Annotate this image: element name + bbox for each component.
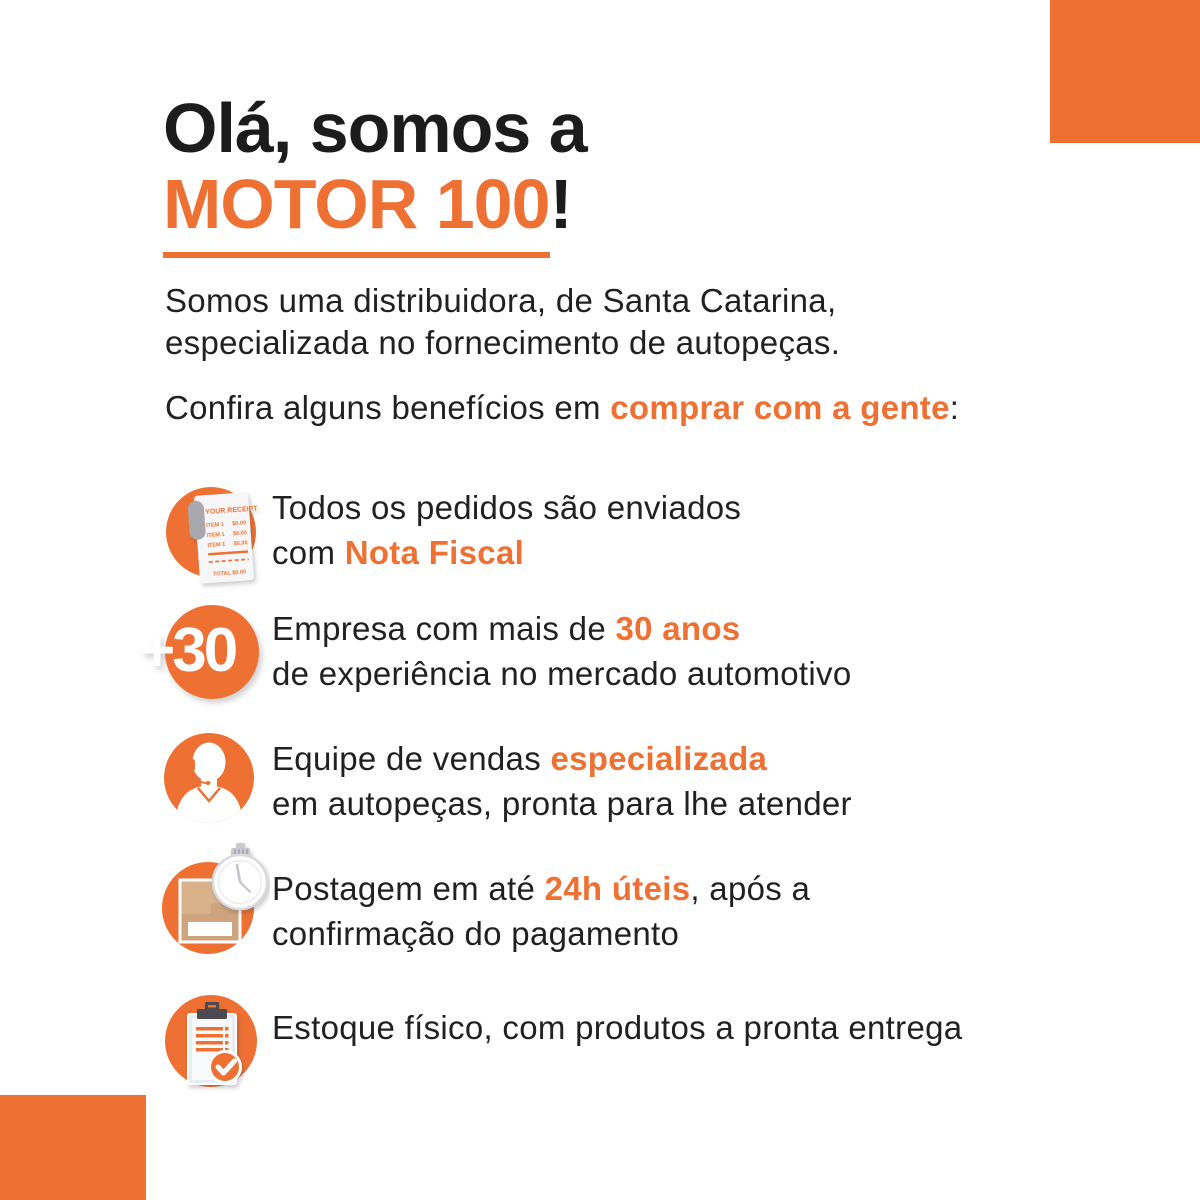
headset-mic (206, 781, 211, 785)
lead-colon: : (949, 389, 960, 426)
intro-text (165, 280, 840, 364)
highlight-especializada: especializada (550, 740, 768, 777)
clipboard-clip (197, 1009, 227, 1019)
page-title (163, 90, 587, 258)
intro-line-2: especializada no fornecimento de autopeças. (165, 324, 841, 361)
benefit-postagem (150, 845, 1150, 956)
clipboard (188, 1002, 241, 1084)
box-label (188, 922, 232, 936)
title-exclamation: ! (549, 165, 572, 243)
clipboard-check-icon (163, 988, 261, 1096)
benefit-text: Postagem em até 24h úteis, após a confirmação do pagamento (272, 870, 811, 952)
highlight-24h: 24h úteis (544, 870, 691, 907)
benefit-estoque (150, 990, 1150, 1050)
check-circle (210, 1052, 241, 1083)
plus-30-circle (139, 605, 259, 699)
benefit-text: Equipe de vendas especializada em autopeças, pronta para lhe atender (272, 740, 852, 822)
benefit-nota-fiscal (150, 482, 1150, 578)
benefit-text: Empresa com mais de 30 anos de experiência no mercado automotivo (272, 610, 852, 692)
clipboard-svg (163, 988, 261, 1096)
benefit-text: Todos os pedidos são enviados com Nota Fiscal (272, 489, 742, 571)
svg-text:ITEM 1: ITEM 1 (207, 541, 226, 550)
receipt-icon-svg (163, 482, 263, 597)
benefit-equipe (150, 728, 1150, 826)
benefit-text: Estoque físico, com produtos a pronta entrega (272, 1009, 963, 1046)
brand-name: MOTOR 100 (163, 166, 550, 258)
receipt-title: YOUR RECEIPT (205, 505, 258, 517)
lead-highlight: comprar com a gente (610, 389, 950, 426)
intro-line-1: Somos uma distribuidora, de Santa Catarina, (165, 282, 837, 319)
support-agent-icon (163, 732, 255, 824)
receipt-curl (187, 500, 206, 540)
svg-text:ITEM 1: ITEM 1 (205, 521, 225, 530)
highlight-nota-fiscal: Nota Fiscal (344, 534, 525, 571)
svg-text:$0.00: $0.00 (232, 530, 248, 538)
benefit-30-anos (139, 600, 1150, 696)
highlight-30-anos: 30 anos (615, 610, 741, 647)
svg-text:ITEM 1: ITEM 1 (206, 531, 225, 540)
shipping-box-svg (158, 838, 270, 960)
lead-pre: Confira alguns benefícios em (165, 389, 611, 426)
receipt-total: TOTAL $0.00 (212, 569, 247, 578)
receipt-icon (163, 482, 263, 597)
headset-earpiece (190, 759, 195, 771)
title-greeting: Olá, somos a (163, 89, 587, 167)
stopwatch (213, 843, 267, 909)
corner-square-bottom-left (0, 1095, 146, 1200)
svg-text:$0.00: $0.00 (232, 520, 247, 528)
benefits-lead (165, 387, 959, 429)
plus-30-text: +30 (139, 616, 236, 685)
plus-30-badge (139, 605, 259, 699)
svg-text:$0.00: $0.00 (233, 540, 248, 548)
support-agent-svg (163, 732, 255, 824)
shipping-box-stopwatch-icon (158, 838, 270, 960)
corner-square-top-right (1050, 0, 1200, 143)
